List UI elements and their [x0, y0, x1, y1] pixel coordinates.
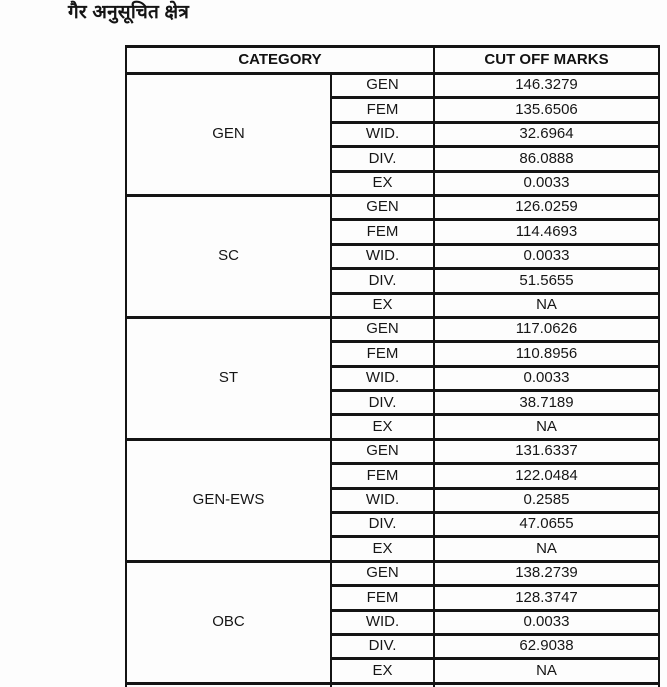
cutoff-value-cell: 38.7189 [434, 391, 659, 415]
subcategory-cell: GEN [331, 561, 434, 585]
cutoff-value-cell: 135.6506 [434, 98, 659, 122]
subcategory-cell: EX [331, 659, 434, 683]
cutoff-value-cell: 86.0888 [434, 147, 659, 171]
subcategory-cell: GEN [331, 195, 434, 219]
table-row [126, 561, 659, 585]
category-cell: ST [126, 317, 331, 439]
category-cell: OBC [126, 561, 331, 683]
subcategory-cell: EX [331, 171, 434, 195]
cutoff-value-cell: 114.4693 [434, 220, 659, 244]
cutoff-value-cell: 51.5655 [434, 269, 659, 293]
subcategory-cell: WID. [331, 122, 434, 146]
cutoff-value-cell: 138.2739 [434, 561, 659, 585]
cutoff-value-cell: 126.0259 [434, 195, 659, 219]
partial-next-row [126, 683, 659, 687]
empty-cell [434, 683, 659, 687]
subcategory-cell: DIV. [331, 391, 434, 415]
cutoff-value-cell: NA [434, 293, 659, 317]
subcategory-cell: DIV. [331, 269, 434, 293]
subcategory-cell: WID. [331, 244, 434, 268]
cutoff-table [125, 45, 660, 687]
subcategory-cell: DIV. [331, 513, 434, 537]
cutoff-table-body [126, 74, 659, 687]
empty-cell [126, 683, 331, 687]
cutoff-value-cell: 0.0033 [434, 366, 659, 390]
cutoff-value-cell: 0.0033 [434, 171, 659, 195]
cutoff-value-cell: 62.9038 [434, 634, 659, 658]
subcategory-cell: EX [331, 293, 434, 317]
cutoff-value-cell: 0.2585 [434, 488, 659, 512]
subcategory-cell: FEM [331, 464, 434, 488]
table-row [126, 195, 659, 219]
subcategory-cell: GEN [331, 74, 434, 98]
table-row [126, 74, 659, 98]
subcategory-cell: GEN [331, 317, 434, 341]
subcategory-cell: WID. [331, 366, 434, 390]
subcategory-cell: EX [331, 415, 434, 439]
cutoff-value-cell: 0.0033 [434, 610, 659, 634]
cutoff-value-cell: 0.0033 [434, 244, 659, 268]
category-column-header: CATEGORY [126, 47, 434, 74]
cutoff-value-cell: 128.3747 [434, 586, 659, 610]
cutoff-value-cell: 122.0484 [434, 464, 659, 488]
subcategory-cell: FEM [331, 342, 434, 366]
cutoff-value-cell: 47.0655 [434, 513, 659, 537]
page-title: गैर अनुसूचित क्षेत्र [68, 2, 190, 23]
table-row [126, 439, 659, 463]
subcategory-cell: DIV. [331, 147, 434, 171]
cutoff-table-header [126, 47, 659, 74]
cutoff-value-cell: 131.6337 [434, 439, 659, 463]
subcategory-cell: FEM [331, 220, 434, 244]
empty-cell [331, 683, 434, 687]
cutoff-marks-column-header: CUT OFF MARKS [434, 47, 659, 74]
cutoff-value-cell: 32.6964 [434, 122, 659, 146]
category-cell: GEN [126, 74, 331, 196]
table-row [126, 317, 659, 341]
cutoff-value-cell: 117.0626 [434, 317, 659, 341]
subcategory-cell: DIV. [331, 634, 434, 658]
subcategory-cell: WID. [331, 488, 434, 512]
cutoff-value-cell: NA [434, 415, 659, 439]
cutoff-value-cell: NA [434, 659, 659, 683]
subcategory-cell: GEN [331, 439, 434, 463]
subcategory-cell: EX [331, 537, 434, 561]
header-row [126, 47, 659, 74]
cutoff-value-cell: 110.8956 [434, 342, 659, 366]
cutoff-value-cell: 146.3279 [434, 74, 659, 98]
category-cell: GEN-EWS [126, 439, 331, 561]
category-cell: SC [126, 195, 331, 317]
subcategory-cell: WID. [331, 610, 434, 634]
cutoff-value-cell: NA [434, 537, 659, 561]
subcategory-cell: FEM [331, 98, 434, 122]
subcategory-cell: FEM [331, 586, 434, 610]
